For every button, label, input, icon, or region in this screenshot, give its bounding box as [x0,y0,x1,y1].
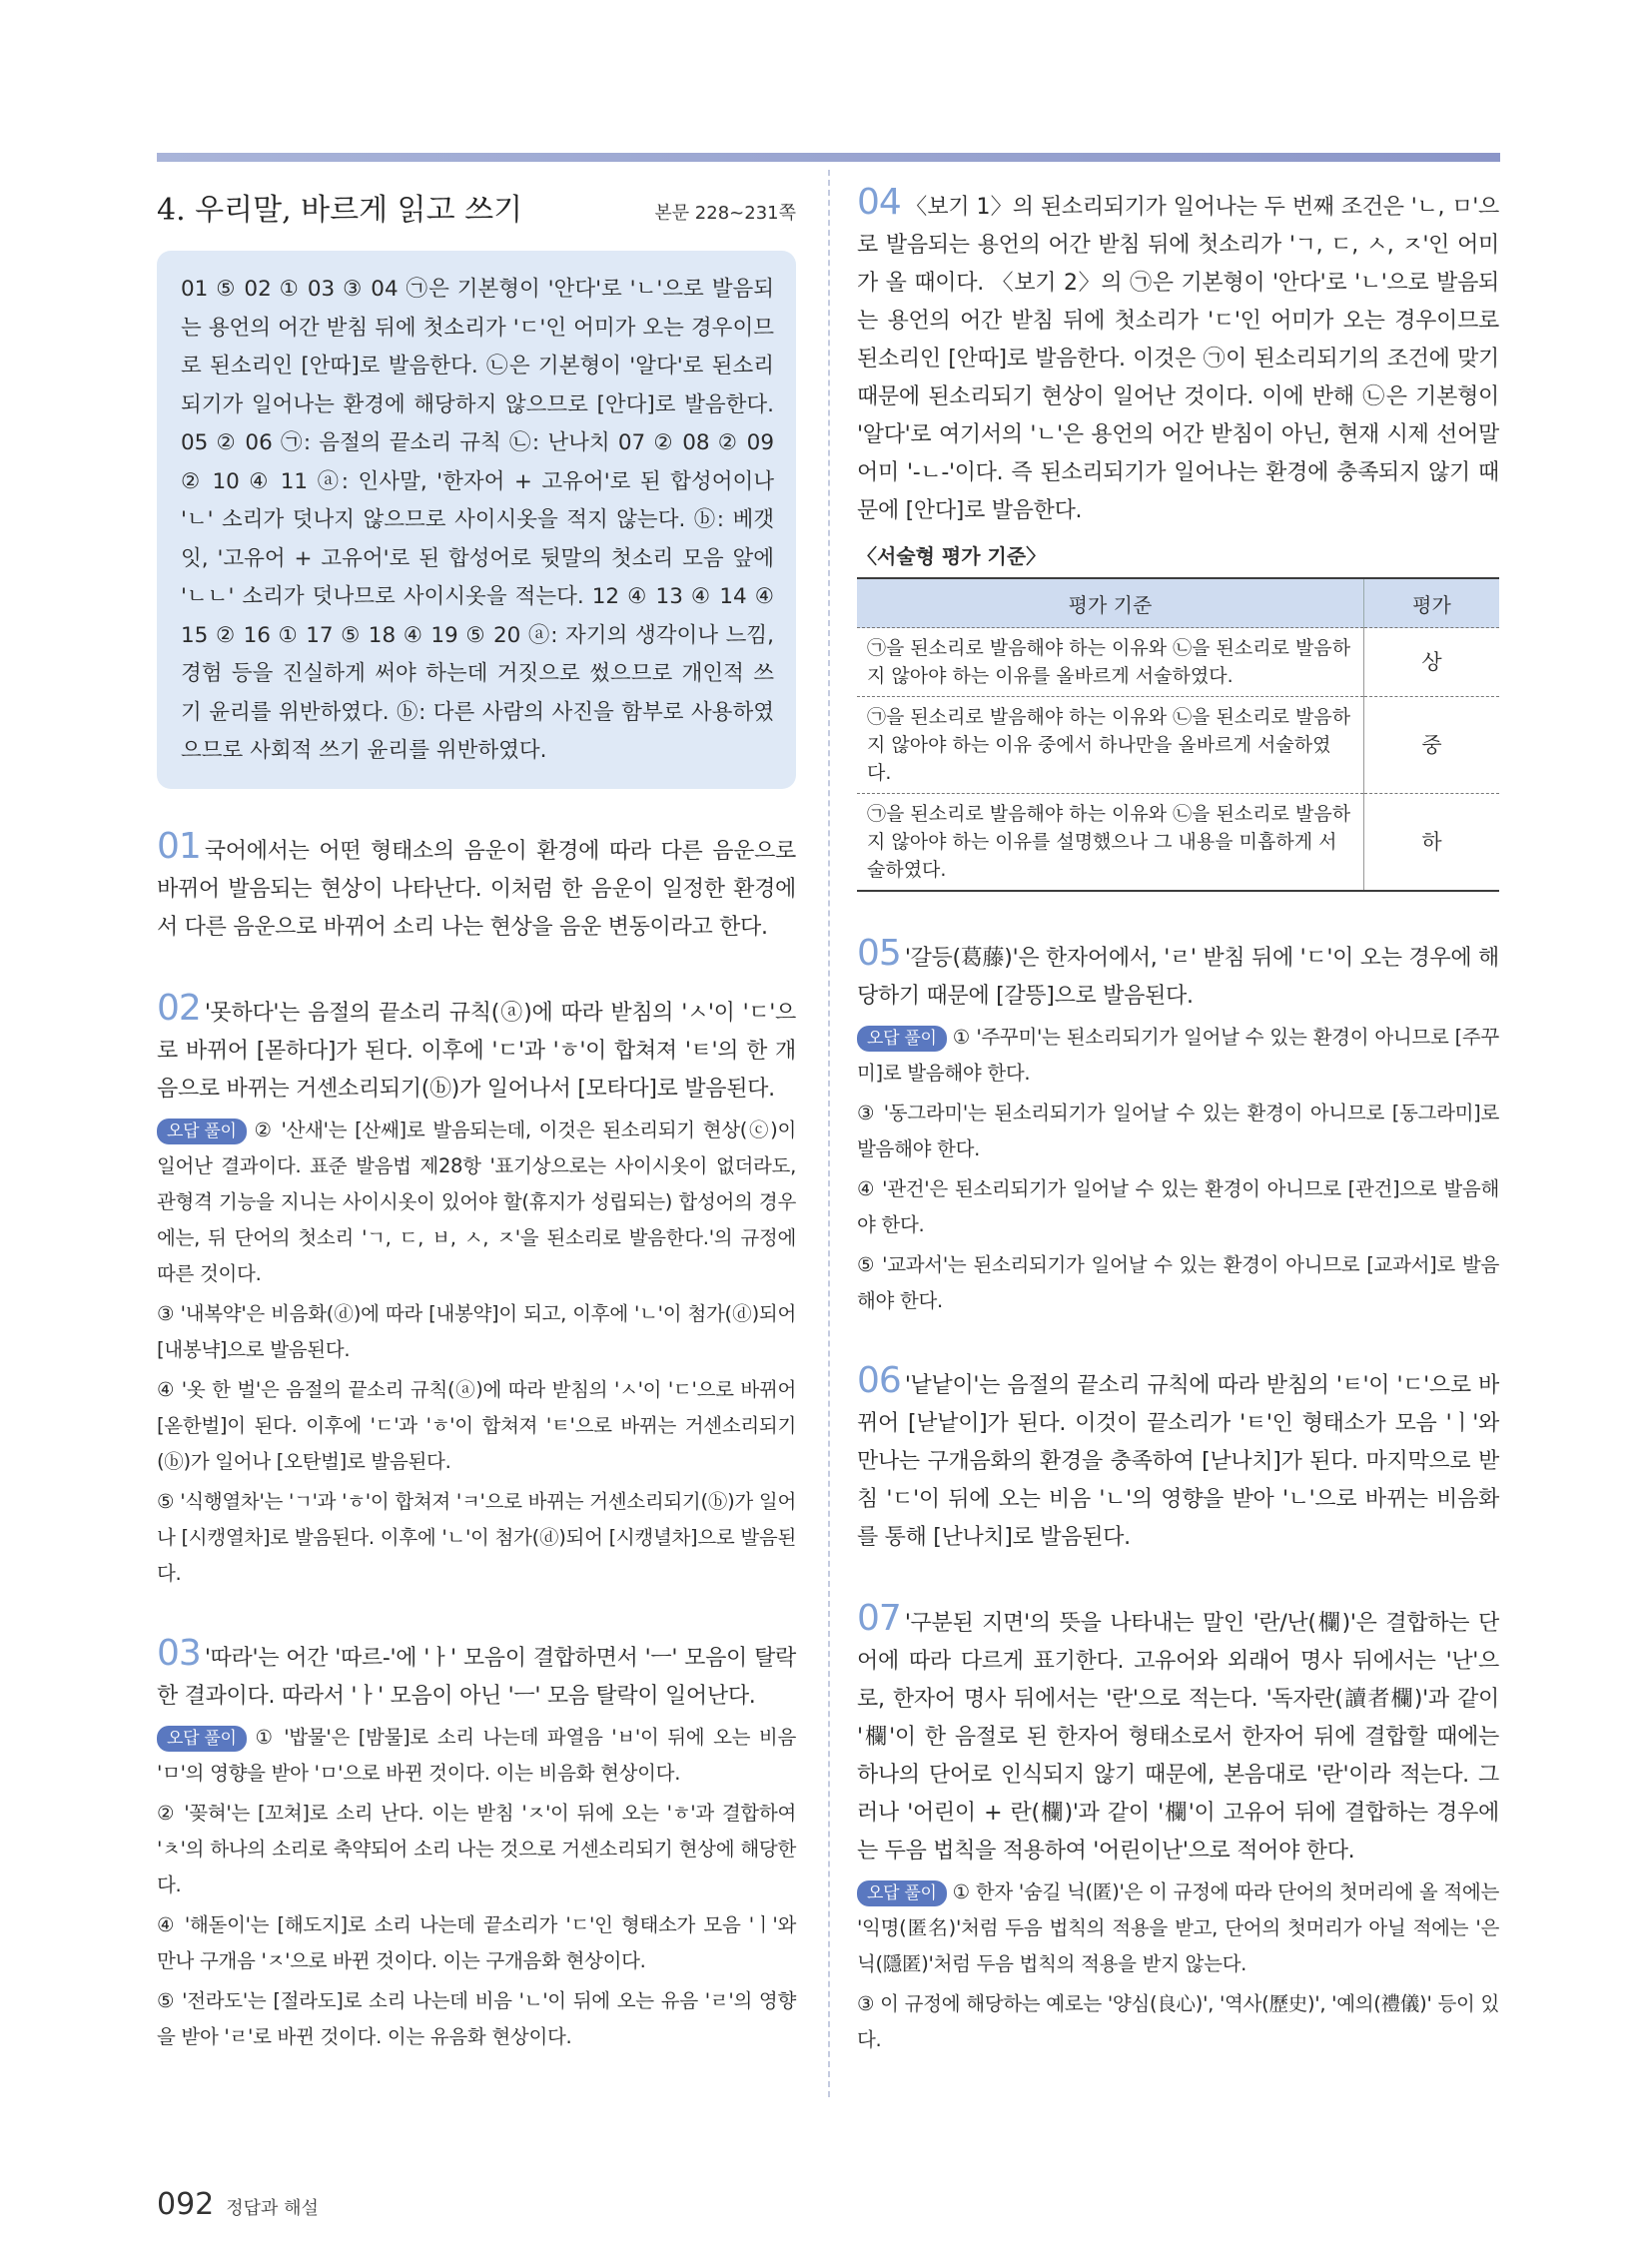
question-number: 06 [857,1360,901,1401]
wrong-answer-text: ① '밥물'은 [밤물]로 소리 나는데 파열음 'ㅂ'이 뒤에 오는 비음 'ㅁ'의 영향을 받아 'ㅁ'으로 바뀐 것이다. 이는 비음화 현상이다. [157,1725,796,1785]
question-02-text [157,987,796,1109]
wrong-answer-badge: 오답 풀이 [857,1880,947,1906]
footer-label: 정답과 해설 [226,2198,319,2219]
wrong-answer-note: ④ '해돋이'는 [해도지]로 소리 나는데 끝소리가 'ㄷ'인 형태소가 모음 'ㅣ'와 만나 구개음 'ㅈ'으로 바뀐 것이다. 이는 구개음화 현상이다. [157,1912,796,1972]
wrong-answer-note: ⑤ '식행열차'는 'ㄱ'과 'ㅎ'이 합쳐져 'ㅋ'으로 바뀌는 거센소리되기(ⓑ)가 일어나 [시캥열차]로 발음된다. 이후에 'ㄴ'이 첨가(ⓓ)되어 [시캥녈차]으로 발음된다. [157,1489,796,1585]
wrong-answer-badge: 오답 풀이 [157,1119,247,1144]
question-03 [157,1632,796,2055]
right-column [857,182,1499,2058]
question-02 [157,987,796,1592]
criteria-text: ㉠을 된소리로 발음해야 하는 이유와 ㉡을 된소리로 발음하지 않아야 하는 이유를 설명했으나 그 내용을 미흡하게 서술하였다. [857,794,1364,892]
wrong-answer-note [157,1113,796,1292]
section-pages: 본문 228~231쪽 [654,203,796,224]
question-07 [857,1598,1499,2058]
question-number: 04 [857,182,901,223]
wrong-answer-note: ⑤ '교과서'는 된소리되기가 일어날 수 있는 환경이 아니므로 [교과서]로 발음해야 한다. [857,1253,1499,1312]
wrong-answer-badge: 오답 풀이 [857,1026,947,1052]
question-01-text [157,825,796,947]
question-05-text [857,933,1499,1016]
wrong-answer-note [857,1874,1499,1982]
left-column [157,185,796,2055]
top-color-bar [157,153,1500,162]
page-footer [157,2187,319,2222]
wrong-answer-note: ⑤ '전라도'는 [절라도]로 소리 나는데 비음 'ㄴ'이 뒤에 오는 유음 'ㄹ'의 영향을 받아 'ㄹ'로 바뀐 것이다. 이는 유음화 현상이다. [157,1988,796,2048]
criteria-grade: 하 [1364,794,1500,892]
wrong-answer-note: ③ '동그라미'는 된소리되기가 일어날 수 있는 환경이 아니므로 [동그라미]로 발음해야 한다. [857,1102,1499,1160]
criteria-row [857,697,1499,794]
explanation-text: '구분된 지면'의 뜻을 나타내는 말인 '란/난(欄)'은 결합하는 단어에 따라 다르게 표기한다. 고유어와 외래어 명사 뒤에서는 '난'으로, 한자어 명사 뒤에서는 '란'으로 적는다. '독자란(讀者欄)'과 같이 '欄'이 한 음절로 된 한자어 형태소로서 한자어 뒤에 결합할 때에는 하나의 단어로 인식되지 않기 때문에, 본음대로 '란'이라 적는다. 그러나 '어린이 + 란(欄)'과 같이 '欄'이 고유어 뒤에 결합하는 경우에는 두음 법칙을 적용하여 '어린이난'으로 적어야 한다. [857,1611,1499,1864]
wrong-answer-note: ② '꽂혀'는 [꼬쳐]로 소리 난다. 이는 받침 'ㅈ'이 뒤에 오는 'ㅎ'과 결합하여 'ㅊ'의 하나의 소리로 축약되어 소리 나는 것으로 거센소리되기 현상에 해당한다. [157,1801,796,1896]
explanation-text: 〈보기 1〉의 된소리되기가 일어나는 두 번째 조건은 'ㄴ, ㅁ'으로 발음되는 용언의 어간 받침 뒤에 첫소리가 'ㄱ, ㄷ, ㅅ, ㅈ'인 어미가 올 때이다. 〈보기 2〉의 ㉠은 기본형이 '안다'로 'ㄴ'으로 발음되는 용언의 어간 받침 뒤에 첫소리가 'ㄷ'인 어미가 오는 경우이므로 된소리인 [안따]로 발음한다. 이것은 ㉠이 된소리되기의 조건에 맞기 때문에 된소리되기 현상이 일어난 것이다. 이에 반해 ㉡은 기본형이 '알다'로 여기서의 'ㄴ'은 용언의 어간 받침이 아닌, 현재 시제 선어말 어미 '-ㄴ-'이다. 즉 된소리되기가 일어나는 환경에 충족되지 않기 때문에 [안다]로 발음한다. [857,195,1499,523]
criteria-table [857,577,1499,892]
wrong-answer-text: ① '주꾸미'는 된소리되기가 일어날 수 있는 환경이 아니므로 [주꾸미]로 발음해야 한다. [857,1026,1499,1085]
criteria-title: 〈서술형 평가 기준〉 [857,544,1047,568]
wrong-answer-note [157,1720,796,1792]
column-divider [828,170,830,2097]
wrong-answer-note: ③ 이 규정에 해당하는 예로는 '양심(良心)', '역사(歷史)', '예의(禮儀)' 등이 있다. [857,1992,1499,2051]
grade-header: 평가 [1364,578,1500,628]
criteria-text: ㉠을 된소리로 발음해야 하는 이유와 ㉡을 된소리로 발음하지 않아야 하는 이유 중에서 하나만을 올바르게 서술하였다. [857,697,1364,794]
question-number: 01 [157,825,201,867]
answer-summary-box: 01 ⑤ 02 ① 03 ③ 04 ㉠은 기본형이 '안다'로 'ㄴ'으로 발음되는 용언의 어간 받침 뒤에 첫소리가 'ㄷ'인 어미가 오는 경우이므로 된소리인 [안따]로 발음한다. ㉡은 기본형이 '알다'로 된소리되기가 일어나는 환경에 해당하지 않으므로 [안다]로 발음한다. 05 ② 06 ㉠: 음절의 끝소리 규칙 ㉡: 난나치 07 ② 08 ② 09 ② 10 ④ 11 ⓐ: 인사말, '한자어 + 고유어'로 된 합성어이나 'ㄴ' 소리가 덧나지 않으므로 사이시옷을 적지 않는다. ⓑ: 베갯잇, '고유어 + 고유어'로 된 합성어로 뒷말의 첫소리 모음 앞에 'ㄴㄴ' 소리가 덧나므로 사이시옷을 적는다. 12 ④ 13 ④ 14 ④ 15 ② 16 ① 17 ⑤ 18 ④ 19 ⑤ 20 ⓐ: 자기의 생각이나 느낌, 경험 등을 진실하게 써야 하는데 거짓으로 썼으므로 개인적 쓰기 윤리를 위반하였다. ⓑ: 다른 사람의 사진을 함부로 사용하였으므로 사회적 쓰기 윤리를 위반하였다. [157,251,796,789]
wrong-answer-note: ④ '옷 한 벌'은 음절의 끝소리 규칙(ⓐ)에 따라 받침의 'ㅅ'이 'ㄷ'으로 바뀌어 [옫한벌]이 된다. 이후에 'ㄷ'과 'ㅎ'이 합쳐져 'ㅌ'으로 바뀌는 거센소리되기(ⓑ)가 일어나 [오탄벌]로 발음된다. [157,1377,796,1473]
question-number: 02 [157,987,201,1029]
section-header [157,185,796,229]
question-number: 03 [157,1632,201,1674]
criteria-row [857,628,1499,697]
page-number: 092 [157,2187,215,2222]
criteria-text: ㉠을 된소리로 발음해야 하는 이유와 ㉡을 된소리로 발음하지 않아야 하는 이유를 올바르게 서술하였다. [857,628,1364,697]
question-number: 07 [857,1598,901,1639]
question-06 [857,1360,1499,1557]
wrong-answer-note: ④ '관건'은 된소리되기가 일어날 수 있는 환경이 아니므로 [관건]으로 발음해야 한다. [857,1177,1499,1236]
question-01 [157,825,796,947]
criteria-grade: 상 [1364,628,1500,697]
explanation-text: '못하다'는 음절의 끝소리 규칙(ⓐ)에 따라 받침의 'ㅅ'이 'ㄷ'으로 바뀌어 [몯하다]가 된다. 이후에 'ㄷ'과 'ㅎ'이 합쳐져 'ㅌ'의 한 개 음으로 바뀌는 거센소리되기(ⓑ)가 일어나서 [모타다]로 발음된다. [157,1000,796,1102]
explanation-text: '갈등(葛藤)'은 한자어에서, 'ㄹ' 받침 뒤에 'ㄷ'이 오는 경우에 해당하기 때문에 [갈뜽]으로 발음된다. [857,946,1499,1009]
criteria-header-row [857,578,1499,628]
question-04-text [857,182,1499,530]
criteria-grade: 중 [1364,697,1500,794]
wrong-answer-note: ③ '내복약'은 비음화(ⓓ)에 따라 [내봉약]이 되고, 이후에 'ㄴ'이 첨가(ⓓ)되어 [내봉냑]으로 발음된다. [157,1301,796,1361]
wrong-answer-text: ② '산새'는 [산쌔]로 발음되는데, 이것은 된소리되기 현상(ⓒ)이 일어난 결과이다. 표준 발음법 제28항 '표기상으로는 사이시옷이 없더라도, 관형격 기능을 지니는 사이시옷이 있어야 할(휴지가 성립되는) 합성어의 경우에는, 뒤 단어의 첫소리 'ㄱ, ㄷ, ㅂ, ㅅ, ㅈ'을 된소리로 발음한다.'의 규정에 따른 것이다. [157,1118,796,1285]
criteria-header: 평가 기준 [857,578,1364,628]
wrong-answer-note [857,1020,1499,1092]
question-05 [857,933,1499,1319]
explanation-text: '낱낱이'는 음절의 끝소리 규칙에 따라 받침의 'ㅌ'이 'ㄷ'으로 바뀌어 [낟낱이]가 된다. 이것이 끝소리가 'ㅌ'인 형태소가 모음 'ㅣ'와 만나는 구개음화의 환경을 충족하여 [낟나치]가 된다. 마지막으로 받침 'ㄷ'이 뒤에 오는 비음 'ㄴ'의 영향을 받아 'ㄴ'으로 바뀌는 비음화를 통해 [난나치]로 발음된다. [857,1373,1499,1550]
criteria-row [857,794,1499,892]
explanation-text: 국어에서는 어떤 형태소의 음운이 환경에 따라 다른 음운으로 바뀌어 발음되는 현상이 나타난다. 이처럼 한 음운이 일정한 환경에서 다른 음운으로 바뀌어 소리 나는 현상을 음운 변동이라고 한다. [157,838,796,940]
question-number: 05 [857,933,901,974]
wrong-answer-text: ① 한자 '숨길 닉(匿)'은 이 규정에 따라 단어의 첫머리에 올 적에는 '익명(匿名)'처럼 두음 법칙의 적용을 받고, 단어의 첫머리가 아닐 적에는 '은닉(隱匿)'처럼 두음 법칙의 적용을 받지 않는다. [857,1880,1499,1975]
question-06-text [857,1360,1499,1557]
wrong-answer-badge: 오답 풀이 [157,1726,247,1752]
question-07-text [857,1598,1499,1870]
question-03-text [157,1632,796,1716]
explanation-text: '따라'는 어간 '따르-'에 'ㅏ' 모음이 결합하면서 'ㅡ' 모음이 탈락한 결과이다. 따라서 'ㅏ' 모음이 아닌 'ㅡ' 모음 탈락이 일어난다. [157,1645,796,1709]
section-title: 4. 우리말, 바르게 읽고 쓰기 [157,193,523,228]
